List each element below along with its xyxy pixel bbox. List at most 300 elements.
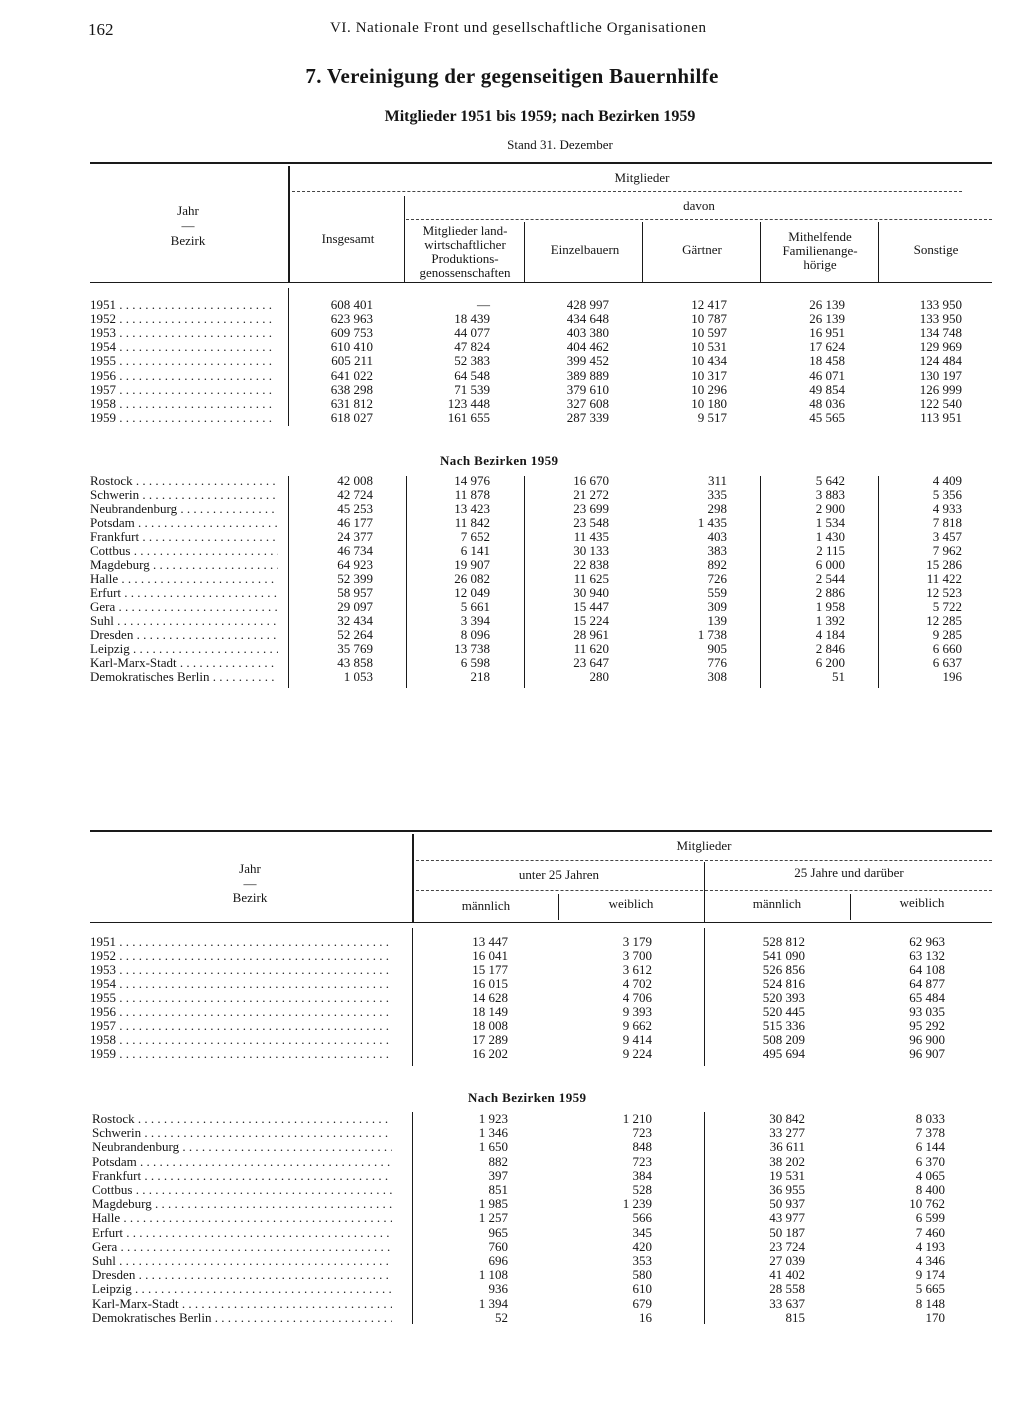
- table-row: [90, 614, 992, 628]
- table2-group-rule: [416, 860, 992, 861]
- table1-col-sonstige: Sonstige: [913, 242, 959, 257]
- table2-subgroup-divider: [704, 862, 705, 922]
- table-cell: 608 401: [330, 297, 373, 312]
- row-label: 1955 . . .: [90, 354, 276, 368]
- table-row: [90, 949, 992, 963]
- table-cell: 10 317: [691, 367, 727, 383]
- table-cell: 63 132: [909, 948, 945, 963]
- table1-header-rule: [90, 282, 992, 283]
- row-label: Frankfurt . . .: [92, 1169, 392, 1183]
- table-cell: 2 544: [815, 571, 845, 586]
- row-label: Demokratisches Berlin . . .: [90, 670, 278, 684]
- table-cell: 32 434: [337, 613, 373, 628]
- table-cell: 23 548: [573, 515, 609, 530]
- table2-col-divider: [558, 894, 559, 920]
- table-cell: 27 039: [769, 1253, 805, 1268]
- table-cell: 26 139: [809, 311, 845, 327]
- table-cell: 1 394: [478, 1295, 508, 1311]
- table-cell: 23 699: [573, 501, 609, 516]
- table1-col-lpg-line3: Produktions-: [431, 251, 499, 266]
- table2-group-header: Mitglieder: [676, 838, 732, 853]
- table-cell: 7 378: [915, 1125, 945, 1141]
- row-label: Gera . . .: [90, 600, 278, 614]
- table-cell: 528: [632, 1182, 652, 1197]
- table-row: [90, 572, 992, 586]
- table-cell: 4 346: [915, 1253, 945, 1268]
- table-cell: 1 108: [478, 1267, 508, 1283]
- table-cell: 15 224: [573, 613, 609, 628]
- table-cell: 723: [632, 1153, 652, 1169]
- table2-stub-header-year: Jahr: [239, 861, 261, 876]
- row-label: 1953 . . .: [90, 326, 276, 340]
- page-title: 7. Vereinigung der gegenseitigen Bauernhilfe: [305, 64, 719, 88]
- table2-stub-header-district: Bezirk: [232, 890, 268, 905]
- table-cell: 4 065: [915, 1167, 945, 1183]
- table-cell: 16 202: [472, 1046, 508, 1061]
- table1-col-insgesamt: Insgesamt: [321, 231, 375, 246]
- table-cell: 43 858: [337, 655, 373, 670]
- table-cell: 8 096: [460, 627, 490, 642]
- table1-stub-header-sep: —: [181, 218, 195, 233]
- table-cell: 11 625: [573, 571, 609, 586]
- table-cell: 12 417: [691, 297, 727, 312]
- row-label: Leipzig . . .: [92, 1282, 392, 1296]
- table-row: [90, 558, 992, 572]
- table-cell: —: [477, 297, 490, 312]
- table-cell: 1 923: [478, 1111, 508, 1126]
- row-label: 1959 . . .: [90, 411, 276, 425]
- table-cell: 1 392: [815, 613, 845, 628]
- row-label: Potsdam . . .: [92, 1155, 392, 1169]
- table-cell: 495 694: [762, 1046, 805, 1061]
- table-cell: 404 462: [566, 339, 609, 355]
- table-row: [90, 383, 992, 397]
- table-cell: 18 149: [472, 1004, 508, 1019]
- table1-section-districts: Nach Bezirken 1959: [440, 453, 559, 468]
- row-label: 1954 . . .: [90, 340, 276, 354]
- table2-col-divider: [850, 894, 851, 920]
- table-row: [92, 1268, 992, 1282]
- table-row: [92, 1226, 992, 1240]
- table-cell: 4 702: [622, 976, 652, 991]
- table-row: [90, 642, 992, 656]
- table-cell: 42 724: [337, 487, 373, 502]
- row-label: Neubrandenburg . . .: [90, 502, 278, 516]
- table-cell: 1 650: [478, 1139, 508, 1155]
- table-cell: 15 286: [926, 557, 962, 572]
- table-cell: 11 878: [454, 487, 490, 502]
- table-row: [92, 1197, 992, 1211]
- table-cell: 21 272: [573, 487, 609, 502]
- table-cell: 5 665: [915, 1281, 945, 1297]
- table-cell: 26 139: [809, 297, 845, 312]
- table-cell: 23 647: [573, 655, 609, 670]
- table-cell: 723: [632, 1125, 652, 1141]
- table-cell: 44 077: [454, 325, 490, 341]
- table-cell: 58 957: [337, 585, 373, 600]
- table-cell: 16: [639, 1309, 652, 1325]
- table-cell: 16 015: [472, 976, 508, 991]
- table-cell: 298: [707, 501, 727, 516]
- table-cell: 133 950: [919, 297, 962, 312]
- table-row: [92, 1140, 992, 1154]
- table-row: [90, 411, 992, 425]
- table-cell: 399 452: [566, 353, 609, 369]
- table-cell: 1 435: [697, 515, 727, 530]
- table-cell: 641 022: [330, 367, 373, 383]
- table-cell: 11 620: [573, 641, 609, 656]
- table-row: [90, 977, 992, 991]
- table-cell: 605 211: [331, 353, 373, 369]
- table-row: [90, 1047, 992, 1061]
- table-row: [92, 1169, 992, 1183]
- row-label: 1953 . . .: [90, 963, 390, 977]
- table-cell: 170: [925, 1309, 945, 1325]
- table-cell: 26 082: [454, 571, 490, 586]
- table-cell: 8 400: [915, 1182, 945, 1197]
- table-cell: 4 193: [915, 1238, 945, 1254]
- row-label: Dresden . . .: [90, 628, 278, 642]
- table-cell: 776: [707, 655, 727, 670]
- row-label: 1951 . . .: [90, 935, 390, 949]
- row-label: 1957 . . .: [90, 383, 276, 397]
- table2-section-districts: Nach Bezirken 1959: [468, 1090, 587, 1105]
- running-head: VI. Nationale Front und gesellschaftliche Organisationen: [330, 20, 707, 36]
- table-cell: 9 174: [915, 1267, 945, 1283]
- table-cell: 905: [707, 641, 727, 656]
- table-cell: 384: [632, 1167, 652, 1183]
- table2-col-weiblich-25plus: weiblich: [899, 895, 945, 910]
- table-row: [92, 1297, 992, 1311]
- table-cell: 10 296: [691, 381, 727, 397]
- table-cell: 123 448: [447, 395, 490, 411]
- table-row: [90, 488, 992, 502]
- table-cell: 93 035: [909, 1004, 945, 1019]
- table-cell: 5 661: [460, 599, 490, 614]
- table-cell: 65 484: [909, 990, 945, 1005]
- table1-col-gaertner: Gärtner: [682, 242, 722, 257]
- row-label: Rostock . . .: [90, 474, 278, 488]
- table-cell: 10 180: [691, 395, 727, 411]
- row-label: Suhl . . .: [90, 614, 278, 628]
- table-cell: 18 439: [454, 311, 490, 327]
- table-cell: 130 197: [919, 367, 962, 383]
- table-cell: 5 722: [932, 599, 962, 614]
- table-cell: 618 027: [330, 409, 373, 425]
- row-label: Erfurt . . .: [92, 1226, 392, 1240]
- table-cell: 134 748: [919, 325, 962, 341]
- table1-top-rule: [90, 162, 992, 164]
- table-cell: 28 961: [573, 627, 609, 642]
- table-cell: 64 877: [909, 976, 945, 991]
- row-label: Leipzig . . .: [90, 642, 278, 656]
- table-row: [90, 312, 992, 326]
- table-cell: 638 298: [330, 381, 373, 397]
- table-cell: 95 292: [909, 1018, 945, 1033]
- table-cell: 11 435: [573, 529, 609, 544]
- row-label: Demokratisches Berlin . . .: [92, 1311, 392, 1325]
- row-label: Karl-Marx-Stadt . . .: [92, 1297, 392, 1311]
- table-cell: 3 179: [622, 934, 652, 949]
- table-row: [90, 586, 992, 600]
- table1-col-divider: [524, 222, 525, 282]
- table-cell: 16 670: [573, 473, 609, 488]
- table-cell: 24 377: [337, 529, 373, 544]
- table-cell: 309: [707, 599, 727, 614]
- page-subtitle: Mitglieder 1951 bis 1959; nach Bezirken 1959: [384, 108, 696, 125]
- table-cell: 10 434: [691, 353, 727, 369]
- table-cell: 4 184: [815, 627, 845, 642]
- table-cell: 3 700: [622, 948, 652, 963]
- table1-col-lpg-line2: wirtschaftlicher: [424, 237, 506, 252]
- table-cell: 559: [707, 585, 727, 600]
- table-cell: 623 963: [330, 311, 373, 327]
- table-cell: 280: [589, 669, 609, 684]
- table-row: [90, 600, 992, 614]
- table-cell: 6 141: [460, 543, 490, 558]
- table-cell: 2 115: [816, 543, 845, 558]
- table-cell: 113 951: [920, 409, 962, 425]
- table-cell: 49 854: [809, 381, 845, 397]
- table2-subgroup-25plus: 25 Jahre und darüber: [794, 865, 904, 880]
- table-cell: 129 969: [919, 339, 962, 355]
- table-cell: 3 394: [460, 613, 490, 628]
- table-cell: 882: [488, 1153, 508, 1169]
- table-cell: 15 177: [472, 962, 508, 977]
- table-cell: 139: [707, 613, 727, 628]
- table-cell: 196: [942, 669, 962, 684]
- row-label: Halle . . .: [90, 572, 278, 586]
- table-cell: 9 285: [932, 627, 962, 642]
- table-cell: 12 049: [454, 585, 490, 600]
- table-cell: 9 224: [622, 1046, 652, 1061]
- table-cell: 1 257: [478, 1210, 508, 1226]
- table-cell: 287 339: [566, 409, 609, 425]
- row-label: Halle . . .: [92, 1211, 392, 1225]
- table-row: [90, 516, 992, 530]
- table-cell: 13 738: [454, 641, 490, 656]
- table-cell: 1 985: [478, 1196, 508, 1212]
- table2-stub-divider: [412, 834, 414, 922]
- table2-col-maennlich-u25: männlich: [461, 898, 511, 913]
- row-label: Erfurt . . .: [90, 586, 278, 600]
- table1-col-familie-line3: hörige: [803, 257, 837, 272]
- table-cell: 3 883: [815, 487, 845, 502]
- table-cell: 10 597: [691, 325, 727, 341]
- table-cell: 8 033: [915, 1111, 945, 1126]
- table1-col-divider: [878, 222, 879, 282]
- table-cell: 64 108: [909, 962, 945, 977]
- row-label: Dresden . . .: [92, 1268, 392, 1282]
- table-cell: 23 724: [769, 1238, 805, 1254]
- table-row: [92, 1112, 992, 1126]
- table-cell: 43 977: [769, 1210, 805, 1226]
- table-cell: 1 534: [815, 515, 845, 530]
- table-cell: 38 202: [769, 1153, 805, 1169]
- table-cell: 45 565: [809, 409, 845, 425]
- table-cell: 2 886: [815, 585, 845, 600]
- table-row: [90, 530, 992, 544]
- table-cell: 308: [707, 669, 727, 684]
- table-cell: 420: [632, 1238, 652, 1254]
- table-cell: 13 423: [454, 501, 490, 516]
- table-cell: 335: [707, 487, 727, 502]
- table-row: [92, 1240, 992, 1254]
- table-cell: 36 611: [769, 1139, 805, 1155]
- table1-stub-header-year: Jahr: [177, 203, 199, 218]
- table-cell: 1 346: [478, 1125, 508, 1141]
- table2-top-rule: [90, 830, 992, 832]
- table-row: [90, 656, 992, 670]
- row-label: Frankfurt . . .: [90, 530, 278, 544]
- table-cell: 403 380: [566, 325, 609, 341]
- table-row: [90, 474, 992, 488]
- table-row: [90, 628, 992, 642]
- table-cell: 936: [488, 1281, 508, 1297]
- table-cell: 16 951: [809, 325, 845, 341]
- table-cell: 345: [632, 1224, 652, 1240]
- table-cell: 7 962: [932, 543, 962, 558]
- table-cell: 6 370: [915, 1153, 945, 1169]
- table-cell: 22 838: [573, 557, 609, 572]
- row-label: Schwerin . . .: [92, 1126, 392, 1140]
- table-cell: 353: [632, 1253, 652, 1268]
- table-cell: 13 447: [472, 934, 508, 949]
- table-row: [92, 1254, 992, 1268]
- table-cell: 5 642: [815, 473, 845, 488]
- table-cell: 5 356: [932, 487, 962, 502]
- row-label: 1956 . . .: [90, 1005, 390, 1019]
- table-row: [90, 1019, 992, 1033]
- table1-col-familie-line1: Mithelfende: [788, 229, 852, 244]
- table-cell: 428 997: [566, 297, 609, 312]
- row-label: Schwerin . . .: [90, 488, 278, 502]
- table-cell: 29 097: [337, 599, 373, 614]
- table-cell: 30 842: [769, 1111, 805, 1126]
- table-cell: 610: [632, 1281, 652, 1297]
- table-row: [92, 1311, 992, 1325]
- row-label: 1959 . . .: [90, 1047, 390, 1061]
- table-cell: 520 445: [762, 1004, 805, 1019]
- table-cell: 12 523: [926, 585, 962, 600]
- table-cell: 1 210: [622, 1111, 652, 1126]
- table-cell: 9 393: [622, 1004, 652, 1019]
- table-cell: 397: [488, 1167, 508, 1183]
- table-row: [90, 397, 992, 411]
- table-cell: 10 531: [691, 339, 727, 355]
- table-cell: 46 071: [809, 367, 845, 383]
- table-cell: 815: [785, 1309, 805, 1325]
- table-cell: 30 940: [573, 585, 609, 600]
- table-cell: 6 599: [915, 1210, 945, 1226]
- row-label: Neubrandenburg . . .: [92, 1140, 392, 1154]
- table-cell: 965: [488, 1224, 508, 1240]
- table-cell: 327 608: [566, 395, 609, 411]
- table-row: [92, 1155, 992, 1169]
- table2-stub-header-sep: —: [243, 876, 257, 891]
- table-row: [90, 1033, 992, 1047]
- table-cell: 1 239: [622, 1196, 652, 1212]
- table-cell: 17 624: [809, 339, 845, 355]
- table2-subgroup-under25: unter 25 Jahren: [518, 867, 600, 882]
- table-cell: 52 264: [337, 627, 373, 642]
- table-cell: 524 816: [762, 976, 805, 991]
- table-cell: 1 053: [343, 669, 373, 684]
- table-cell: 679: [632, 1295, 652, 1311]
- table-cell: 1 738: [697, 627, 727, 642]
- table-cell: 389 889: [566, 367, 609, 383]
- table-cell: 15 447: [573, 599, 609, 614]
- table-cell: 30 133: [573, 543, 609, 558]
- table-cell: 7 652: [460, 529, 490, 544]
- table1-col-divider: [404, 196, 405, 282]
- table-cell: 7 818: [932, 515, 962, 530]
- table-cell: 16 041: [472, 948, 508, 963]
- table-cell: 383: [707, 543, 727, 558]
- table-cell: 161 655: [447, 409, 490, 425]
- table1-col-einzelbauern: Einzelbauern: [550, 242, 620, 257]
- table-cell: 6 144: [915, 1139, 945, 1155]
- row-label: Suhl . . .: [92, 1254, 392, 1268]
- table-cell: 2 846: [815, 641, 845, 656]
- table-cell: 892: [707, 557, 727, 572]
- table-cell: 36 955: [769, 1182, 805, 1197]
- table-cell: 609 753: [330, 325, 373, 341]
- table-cell: 28 558: [769, 1281, 805, 1297]
- table-row: [90, 544, 992, 558]
- table-cell: 6 598: [460, 655, 490, 670]
- table-cell: 71 539: [454, 381, 490, 397]
- table1-group-rule: [292, 191, 962, 192]
- table-cell: 18 458: [809, 353, 845, 369]
- table-row: [92, 1126, 992, 1140]
- table-cell: 52: [495, 1309, 508, 1325]
- table-cell: 19 907: [454, 557, 490, 572]
- table-row: [90, 326, 992, 340]
- table-cell: 526 856: [762, 962, 805, 977]
- table-cell: 6 637: [932, 655, 962, 670]
- row-label: Cottbus . . .: [92, 1183, 392, 1197]
- reference-date: Stand 31. Dezember: [507, 137, 613, 152]
- table-cell: 96 900: [909, 1032, 945, 1047]
- table-cell: 126 999: [919, 381, 962, 397]
- table-cell: 11 422: [926, 571, 962, 586]
- table-cell: 64 923: [337, 557, 373, 572]
- table-cell: 631 812: [330, 395, 373, 411]
- table-cell: 580: [632, 1267, 652, 1283]
- row-label: 1952 . . .: [90, 312, 276, 326]
- row-label: Rostock . . .: [92, 1112, 392, 1126]
- table-cell: 4 706: [622, 990, 652, 1005]
- table-cell: 403: [707, 529, 727, 544]
- table-row: [90, 991, 992, 1005]
- table-cell: 18 008: [472, 1018, 508, 1033]
- table-cell: 379 610: [566, 381, 609, 397]
- table1-davon-rule: [406, 219, 992, 220]
- table-cell: 33 637: [769, 1295, 805, 1311]
- table-cell: 12 285: [926, 613, 962, 628]
- table-row: [90, 369, 992, 383]
- table-cell: 6 660: [932, 641, 962, 656]
- row-label: Potsdam . . .: [90, 516, 278, 530]
- table-cell: 3 612: [622, 962, 652, 977]
- table-row: [92, 1211, 992, 1225]
- table-cell: 2 900: [815, 501, 845, 516]
- table-cell: 10 787: [691, 311, 727, 327]
- table-row: [90, 502, 992, 516]
- table-cell: 46 734: [337, 543, 373, 558]
- table-cell: 41 402: [769, 1267, 805, 1283]
